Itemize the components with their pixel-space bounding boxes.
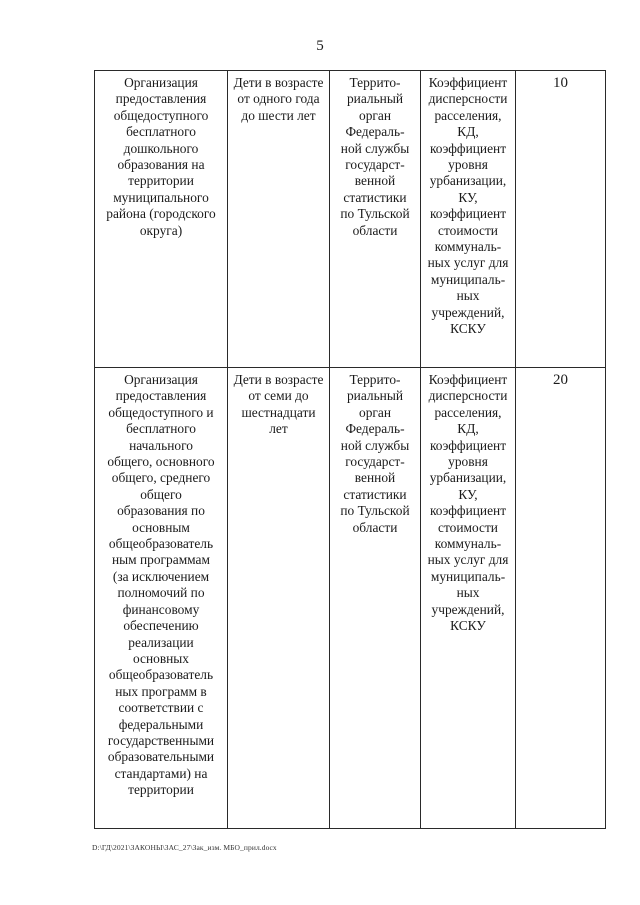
table-cell-authority: Организация предоставления общедоступного бесплатного дошкольного образования на территории муниципального района (городского округа) bbox=[95, 71, 228, 368]
table-cell-coefficients: Коэффициент дисперсности расселения, КД, коэффициент уровня урбанизации, КУ, коэффициент стоимости коммуналь- ных услуг для муниципаль- ных учреждений, КСКУ bbox=[421, 71, 516, 368]
table-cell-value: 20 bbox=[516, 368, 606, 829]
table-cell-authority: Организация предоставления общедоступного и бесплатного начального общего, основного общего, среднего общего образования по основным общеобразователь ным программам (за исключением полномочий по финансовому обеспечению реализации основных общеобразователь ных программ в соответствии с федеральными государственными образовательными стандартами) на территории bbox=[95, 368, 228, 829]
table-cell-source: Террито- риальный орган Федераль- ной службы государст- венной статистики по Тульской области bbox=[330, 71, 421, 368]
table-cell-indicator: Дети в возрасте от одного года до шести лет bbox=[228, 71, 330, 368]
table-cell-coefficients: Коэффициент дисперсности расселения, КД, коэффициент уровня урбанизации, КУ, коэффициент стоимости коммуналь- ных услуг для муниципаль- ных учреждений, КСКУ bbox=[421, 368, 516, 829]
page-number: 5 bbox=[316, 38, 324, 54]
table-row bbox=[95, 368, 606, 829]
table-row bbox=[95, 71, 606, 368]
data-table bbox=[94, 70, 606, 829]
file-path-footer: D:\ГД\2021\ЗАКОНЫ\ЗАС_27\Зак_изм. МБО_прил.docx bbox=[92, 843, 277, 852]
table-cell-indicator: Дети в возрасте от семи до шестнадцати лет bbox=[228, 368, 330, 829]
table-cell-value: 10 bbox=[516, 71, 606, 368]
table-cell-source: Террито- риальный орган Федераль- ной службы государст- венной статистики по Тульской области bbox=[330, 368, 421, 829]
